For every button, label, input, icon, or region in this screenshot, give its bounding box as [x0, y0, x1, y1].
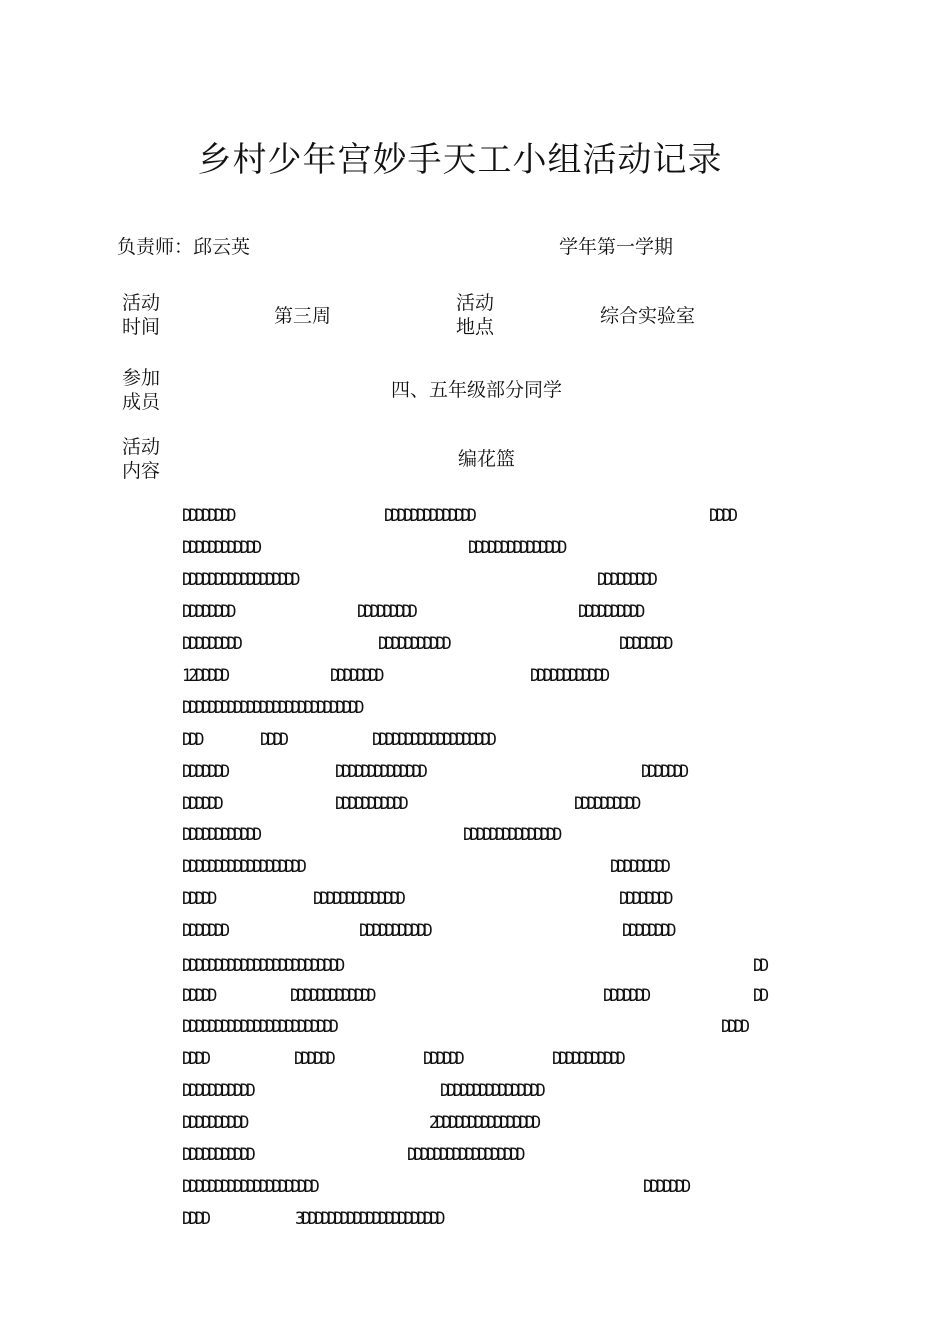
body-segment: DDDDDDDDDDD [378, 634, 449, 654]
body-segment: DDDDDDDDDDDDDDDDDDD [182, 857, 304, 877]
body-segment: DDDDDDD [643, 1177, 688, 1197]
body-segment: DDDDD [182, 889, 215, 909]
body-segment: DDDDDDDDDDDDDD [384, 506, 474, 526]
body-segment: DDDDDDDD [622, 921, 674, 941]
activity-time-label [122, 291, 182, 339]
body-segment: DDDDDDDDDDDDDD [313, 889, 403, 909]
body-segment: DDDDDDDDDDDDDDDDDDDDD [182, 1177, 317, 1197]
body-segment: DDDDDDDDDDDDDDDDDD [407, 1145, 523, 1165]
body-line [0, 1111, 950, 1135]
body-line [0, 1015, 950, 1039]
body-segment: DDDDDDDDDDDD [182, 825, 259, 845]
body-line [0, 1175, 950, 1199]
body-segment: DDDDDDD [182, 921, 227, 941]
body-line [0, 855, 950, 879]
body-segment: DDDDDDD [603, 986, 648, 1006]
body-segment: DDDDDDDDDDDD [530, 666, 607, 686]
content-label-line1: 活动 [122, 436, 161, 458]
body-segment: DDDDDDDD [182, 602, 234, 622]
activity-place-label-line1: 活动 [456, 292, 495, 314]
members-label [122, 366, 182, 414]
body-segment: DDDD [721, 1017, 747, 1037]
activity-place-label-line2: 地点 [456, 316, 495, 338]
body-segment: DDDDDDDDDDD [552, 1049, 623, 1069]
body-segment: DDDDDD [423, 1049, 462, 1069]
body-line [0, 823, 950, 847]
page-title: 乡村少年宫妙手天工小组活动记录 [197, 140, 723, 180]
activity-time-label-line2: 时间 [122, 316, 161, 338]
body-segment: 12DDDDD [182, 666, 227, 686]
body-segment: DDDDDDDDD [597, 570, 655, 590]
body-line [0, 954, 950, 978]
members-value: 四、五年级部分同学 [391, 379, 563, 401]
members-label-line1: 参加 [122, 367, 161, 389]
body-segment: DDDDDDDDDDDDDDDDDDDDDDDDDDDD [182, 698, 362, 718]
body-segment: DDDD [260, 730, 286, 750]
body-line [0, 536, 950, 560]
body-segment: DDDDDDDDDDD [359, 921, 430, 941]
body-segment: DDDDDDDDDDDDDDD [468, 538, 564, 558]
body-line [0, 696, 950, 720]
body-segment: DDDD [182, 1049, 208, 1069]
body-segment: DDDD [182, 1209, 208, 1229]
activity-place-label [456, 291, 516, 339]
content-value: 编花篮 [458, 448, 516, 470]
body-line [0, 632, 950, 656]
body-segment: DDDDDDDD [619, 634, 671, 654]
body-line [0, 600, 950, 624]
body-segment: DDDD [709, 506, 735, 526]
body-segment: DD [753, 956, 766, 976]
body-segment: DDDDDDDDDD [578, 602, 642, 622]
body-segment: DDDDDD [294, 1049, 333, 1069]
body-line [0, 728, 950, 752]
body-segment: DDDDDDD [641, 762, 686, 782]
body-line [0, 568, 950, 592]
activity-time-value: 第三周 [274, 305, 332, 327]
body-segment: DDDDDDDDD [182, 634, 240, 654]
content-label-line2: 内容 [122, 460, 161, 482]
body-segment: DDDDDDDDDDDDDDDDDDD [372, 730, 494, 750]
activity-place-value: 综合实验室 [600, 305, 696, 327]
body-segment: DDDDDDDDDDDD [182, 538, 259, 558]
body-segment: DDDDDDDDDDDDDDDDDDDDDDDDD [182, 956, 342, 976]
body-line [0, 919, 950, 943]
body-segment: DDDDDDDD [619, 889, 671, 909]
body-segment: DDDDDDDDD [610, 857, 668, 877]
body-segment: DDDDDDDDDD [182, 1113, 246, 1133]
body-segment: 2DDDDDDDDDDDDDDDD [429, 1113, 538, 1133]
body-segment: DDDDDDD [182, 762, 227, 782]
body-line [0, 1207, 950, 1231]
body-segment: DDDDDDDDDDDDDD [335, 762, 425, 782]
teacher-label: 负责师：邱云英 [117, 236, 251, 258]
body-segment: DDDDDDDDDDDDD [290, 986, 374, 1006]
activity-time-label-line1: 活动 [122, 292, 161, 314]
content-label [122, 435, 182, 483]
body-line [0, 887, 950, 911]
body-line [0, 1079, 950, 1103]
body-line [0, 1143, 950, 1167]
body-segment: DDDDDDDDDDDDDDD [463, 825, 559, 845]
body-segment: DDDDDDDDDDD [182, 1145, 253, 1165]
body-line [0, 1047, 950, 1071]
body-segment: DDDDDDDDDDDDDDDDDD [182, 570, 298, 590]
body-line [0, 504, 950, 528]
body-segment: DDDDDDDDD [357, 602, 415, 622]
body-segment: DDDDDD [182, 794, 221, 814]
members-label-line2: 成员 [122, 391, 161, 413]
body-segment: DDDDDDDDDD [574, 794, 638, 814]
body-segment: 3DDDDDDDDDDDDDDDDDDDDDD [295, 1209, 443, 1229]
body-segment: DDDDDDDDDDD [335, 794, 406, 814]
body-segment: DDDDD [182, 986, 215, 1006]
body-segment: DDDDDDDD [182, 506, 234, 526]
body-segment: DDDDDDDD [330, 666, 382, 686]
body-segment: DDDDDDDDDDD [182, 1081, 253, 1101]
body-line [0, 664, 950, 688]
body-line [0, 792, 950, 816]
body-line [0, 760, 950, 784]
body-segment: DDD [182, 730, 202, 750]
body-line [0, 984, 950, 1008]
body-segment: DD [753, 986, 766, 1006]
body-segment: DDDDDDDDDDDDDDDDDDDDDDDD [182, 1017, 336, 1037]
body-segment: DDDDDDDDDDDDDDDD [440, 1081, 543, 1101]
term-label: 学年第一学期 [559, 236, 674, 258]
